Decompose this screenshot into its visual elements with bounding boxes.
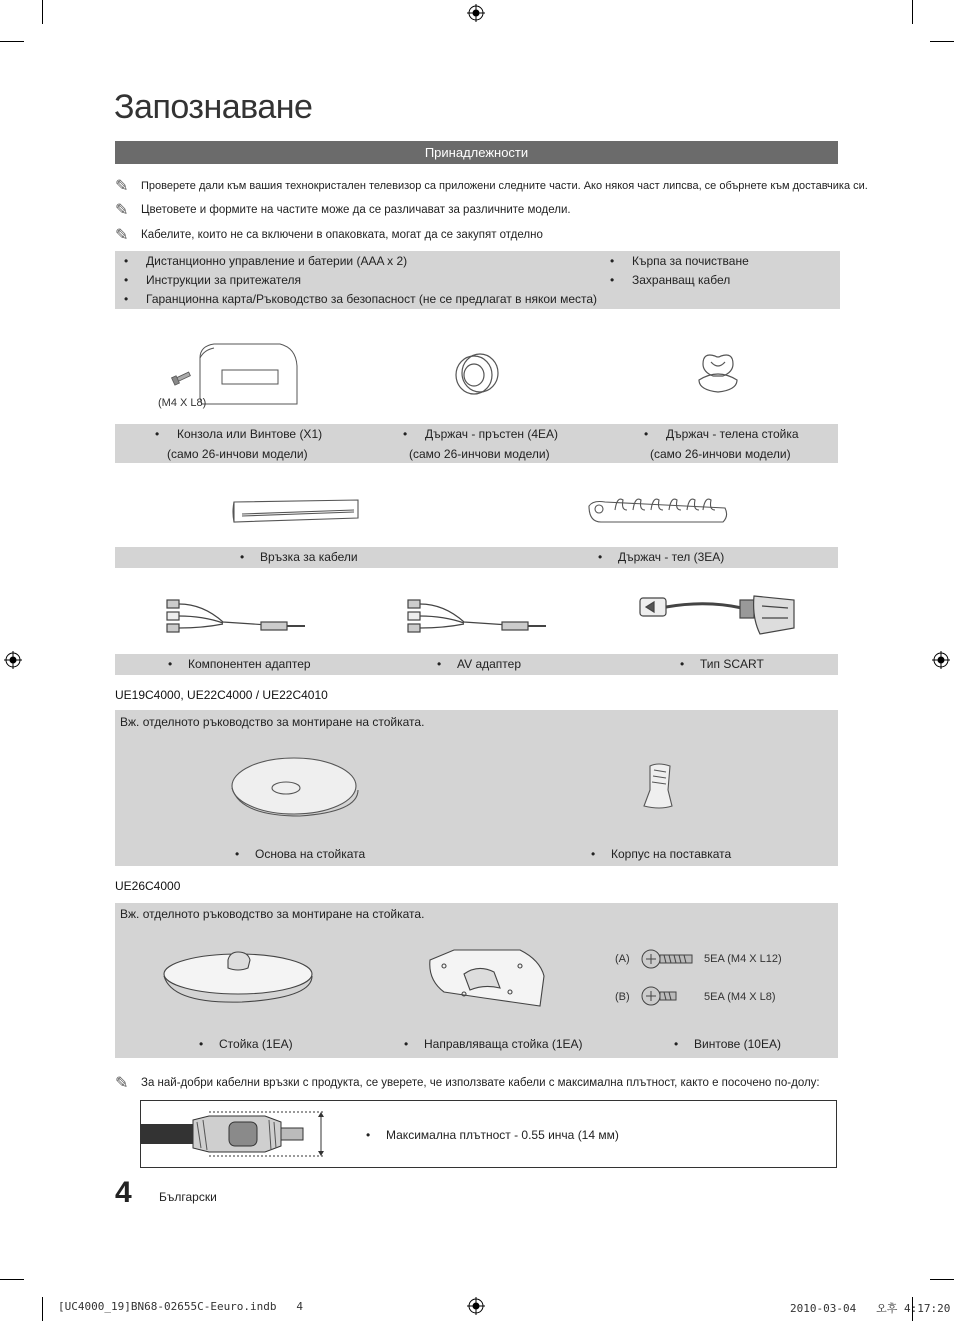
item-subcaption: (само 26-инчови модели) xyxy=(650,447,791,461)
note-text: Кабелите, които не са включени в опаковката, могат да се закупят отделно xyxy=(141,229,543,241)
item-caption: • Държач - пръстен (4EA) xyxy=(403,427,558,441)
item-caption: • Тип SCART xyxy=(680,657,764,671)
cable-spec-item: • Максимална плътност - 0.55 инча (14 мм) xyxy=(366,1128,619,1142)
bullet-icon: • xyxy=(124,273,129,287)
file-info: [UC4000_19]BN68-02655C-Eeuro.indb 4 xyxy=(58,1300,304,1313)
list-item: • Гаранционна карта/Ръководство за безопасност (не се предлагат в някои места) xyxy=(124,292,598,306)
section-header-accessories xyxy=(115,141,838,164)
print-timestamp: 2010-03-04 오후 4:17:20 xyxy=(790,1302,951,1315)
model-heading: UE19C4000, UE22C4000 / UE22C4010 xyxy=(115,688,328,702)
registration-mark-icon xyxy=(4,651,22,669)
item-subcaption: (само 26-инчови модели) xyxy=(409,447,550,461)
bullet-icon: • xyxy=(591,847,596,861)
screw-size-label: (M4 X L8) xyxy=(158,397,207,409)
note-text: Проверете дали към вашия технокристален телевизор са приложени следните части. Ако някоя част липсва, се обърнете към доставчика си. xyxy=(141,180,868,192)
note-line xyxy=(115,225,543,245)
registration-mark-icon xyxy=(932,651,950,669)
crop-mark xyxy=(0,41,24,42)
item-caption: • Връзка за кабели xyxy=(240,550,358,564)
cable-tie-illustration xyxy=(230,494,362,526)
component-adapter-illustration xyxy=(163,596,308,640)
item-caption: • Конзола или Винтове (X1) xyxy=(155,427,323,441)
model-a-box xyxy=(115,710,838,866)
crop-mark xyxy=(42,1297,43,1321)
registration-mark-icon xyxy=(467,4,485,22)
crop-mark xyxy=(930,41,954,42)
screw-spec-b: 5EA (M4 X L8) xyxy=(704,991,776,1003)
item-caption: • Държач - тел (3EA) xyxy=(598,550,725,564)
list-item: • Кърпа за почистване xyxy=(610,254,749,268)
scart-cable-illustration xyxy=(636,588,801,638)
list-item: • Дистанционно управление и батерии (AAA x 2) xyxy=(124,254,408,268)
holder-wire-stand-illustration xyxy=(693,350,743,394)
list-item: • Инструкции за притежателя xyxy=(124,273,302,287)
bullet-icon: • xyxy=(610,254,615,268)
holder-ring-illustration xyxy=(452,350,502,396)
registration-mark-icon xyxy=(467,1297,485,1315)
item-caption: • Винтове (10EA) xyxy=(674,1037,781,1051)
bullet-icon: • xyxy=(674,1037,679,1051)
wire-holder-illustration xyxy=(585,492,731,528)
item-caption: • Стойка (1EA) xyxy=(199,1037,293,1051)
section-title: Принадлежности xyxy=(424,145,529,160)
item-caption: • Корпус на поставката xyxy=(591,847,732,861)
item-subcaption: (само 26-инчови модели) xyxy=(167,447,308,461)
note-line xyxy=(115,1073,820,1093)
bullet-icon: • xyxy=(124,292,129,306)
note-line xyxy=(115,200,571,220)
screw-spec-a: 5EA (M4 X L12) xyxy=(704,953,782,965)
bullet-icon: • xyxy=(240,550,245,564)
cable-thickness-illustration xyxy=(141,1108,337,1160)
item-caption: • Основа на стойката xyxy=(235,847,366,861)
screw-tag-a: (A) xyxy=(615,953,630,965)
page-language: Български xyxy=(159,1190,217,1204)
stand-base-illustration xyxy=(230,754,362,820)
crop-mark xyxy=(912,0,913,24)
screw-b-icon xyxy=(640,983,680,1009)
item-caption: • Компонентен адаптер xyxy=(168,657,311,671)
bullet-icon: • xyxy=(155,427,160,441)
bullet-icon: • xyxy=(235,847,240,861)
guide-stand-illustration xyxy=(424,944,546,1010)
note-text: За най-добри кабелни връзки с продукта, се уверете, че използвате кабели с максимална плътност, както е посочено по-долу: xyxy=(141,1077,820,1089)
crop-mark xyxy=(0,1279,24,1280)
pencil-note-icon: ✎ xyxy=(115,227,129,244)
bullet-icon: • xyxy=(403,427,408,441)
crop-mark xyxy=(42,0,43,24)
stand-body-illustration xyxy=(640,760,676,812)
av-adapter-illustration xyxy=(404,596,549,640)
instruction-text: Вж. отделното ръководство за монтиране на стойката. xyxy=(120,715,425,729)
crop-mark xyxy=(930,1279,954,1280)
page-number: 4 xyxy=(115,1176,132,1209)
stand-illustration xyxy=(162,944,314,1006)
page-title: Запознаване xyxy=(114,88,313,126)
bullet-icon: • xyxy=(404,1037,409,1051)
model-heading: UE26C4000 xyxy=(115,879,181,893)
bullet-icon: • xyxy=(644,427,649,441)
pencil-note-icon: ✎ xyxy=(115,1075,129,1092)
bullet-icon: • xyxy=(366,1128,371,1142)
screw-tag-b: (B) xyxy=(615,991,630,1003)
bullet-icon: • xyxy=(680,657,685,671)
bullet-icon: • xyxy=(598,550,603,564)
bullet-icon: • xyxy=(199,1037,204,1051)
note-line xyxy=(115,176,868,196)
item-caption: • Направляваща стойка (1EA) xyxy=(404,1037,583,1051)
bullet-icon: • xyxy=(124,254,129,268)
row2-caption-box xyxy=(115,547,838,568)
bullet-icon: • xyxy=(168,657,173,671)
list-item: • Захранващ кабел xyxy=(610,273,731,287)
item-caption: • Държач - телена стойка xyxy=(644,427,799,441)
pencil-note-icon: ✎ xyxy=(115,178,129,195)
instruction-text: Вж. отделното ръководство за монтиране на стойката. xyxy=(120,907,425,921)
bullet-icon: • xyxy=(610,273,615,287)
item-caption: • AV адаптер xyxy=(437,657,522,671)
screw-a-icon xyxy=(640,946,696,972)
bullet-icon: • xyxy=(437,657,442,671)
pencil-note-icon: ✎ xyxy=(115,202,129,219)
note-text: Цветовете и формите на частите може да се различават за различните модели. xyxy=(141,204,571,216)
